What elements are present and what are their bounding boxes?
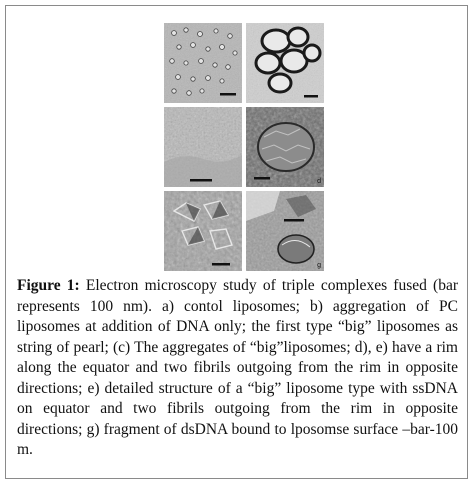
micrograph-panel-e [164,191,242,271]
figure-caption [17,276,458,461]
micrograph-panel-a [164,23,242,103]
caption-text: Electron microscopy study of triple complexes fused (bar represents 100 nm). a) contol liposomes; b) aggregation of PC liposomes at addition of DNA only; the first type “big” liposomes as string of pearl; (c) The aggregates of “big”liposomes; d), e) have a rim along the equator and two fibrils outgoing from the rim in opposite directions; e) detailed structure of a “big” liposome type with ssDNA on equator and two fibrils outgoing from the rim in opposite directions; g) fragment of dsDNA bound to lposomse surface –bar-100 m. [17,277,458,458]
micrograph-panel-g [246,191,324,271]
panel-label: d [317,178,321,185]
figure-container [5,5,468,479]
micrograph-panel-b [246,23,324,103]
micrograph-grid [164,23,324,269]
figure-label: Figure 1: [17,277,80,294]
panel-label: g [317,262,321,269]
micrograph-panel-d [246,107,324,187]
micrograph-panel-c [164,107,242,187]
